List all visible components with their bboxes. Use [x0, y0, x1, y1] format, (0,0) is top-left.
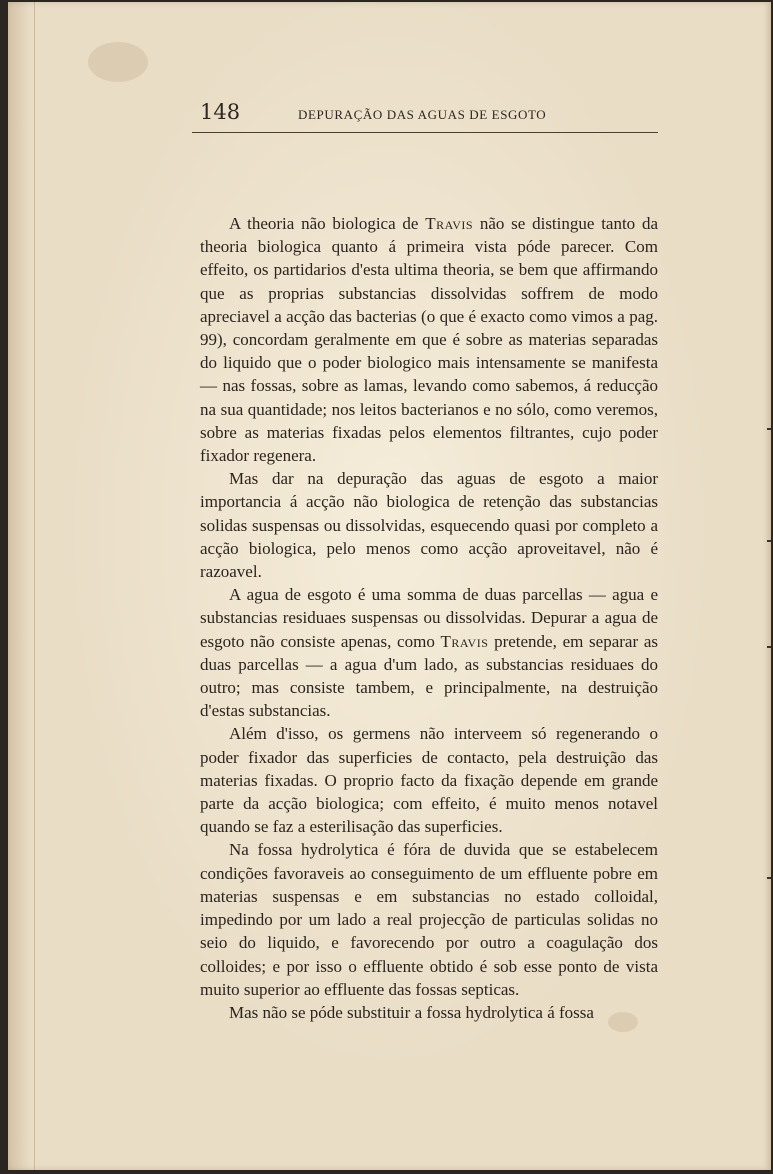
text-span: A theoria não biologica de: [229, 214, 426, 233]
author-name: Travis: [425, 214, 474, 233]
paper-stain: [88, 42, 148, 82]
text-span: não se distingue tanto da theoria biologica quanto á primeira vista póde parecer. Com effeito, os partidarios d'esta ultima theoria, se bem que affirmando que as proprias substancias dissolvidas soffrem de modo apreciavel a acção das bacterias (o que é exacto como vimos a pag. 99), concordam geralmente em que é sobre as materias separadas do liquido que o poder biologico mais intensamente se manifesta — nas fossas, sobre as lamas, levando como sabemos, á reducção na sua quantidade; nos leitos bacterianos e no sólo, como veremos, sobre as materias fixadas pelos elementos filtrantes, cujo poder fixador regenera.: [200, 214, 658, 466]
paragraph: [200, 212, 658, 467]
paragraph: [200, 467, 658, 583]
page-gutter-edge: [34, 2, 35, 1170]
paragraph: [200, 722, 658, 838]
header-rule: [192, 132, 658, 133]
page-number: 148: [200, 100, 241, 124]
paragraph: [200, 1001, 658, 1024]
text-span: Além d'isso, os germens não interveem só regenerando o poder fixador das superficies de contacto, pela destruição das materias fixadas. O proprio facto da fixação depende em grande parte da acção biologica; com effeito, é muito menos notavel quando se faz a esterilisação das superficies.: [200, 724, 658, 837]
paragraph: [200, 583, 658, 722]
text-span: Mas dar na depuração das aguas de esgoto a maior importancia á acção não biologica de retenção das substancias solidas suspensas ou dissolvidas, esquecendo quasi por completo a acção biologica, pelo menos como acção aproveitavel, não é razoavel.: [200, 469, 658, 582]
running-head: DEPURAÇÃO DAS AGUAS DE ESGOTO: [298, 107, 547, 122]
page-edge-mark: [767, 646, 771, 648]
page-edge-mark: [767, 540, 771, 542]
body-text: [200, 212, 658, 1024]
text-span: Mas não se póde substituir a fossa hydrolytica á fossa: [229, 1002, 594, 1022]
text-span: Na fossa hydrolytica é fóra de duvida que se estabelecem condições favoraveis ao conseguimento de um effluente pobre em materias suspensas e em substancias no estado colloidal, impedindo por um lado a real projecção de particulas solidas no seio do liquido, e favorecendo por outro a coagulação dos colloides; e por isso o effluente obtido é sob esse ponto de vista muito superior ao effluente das fossas septicas.: [200, 840, 658, 999]
page-edge-mark: [767, 877, 771, 879]
page-header: [192, 100, 658, 130]
paragraph: [200, 838, 658, 1000]
text-span: pretende, em separar as duas parcellas — a agua d'um lado, as substancias residuaes do outro; mas consiste tambem, e principalmente, na destruição d'estas substancias.: [200, 631, 658, 721]
text-span: A agua de esgoto é uma somma de duas parcellas — agua e substancias residuaes suspensas ou dissolvidas. Depurar a agua de esgoto não consiste apenas, como: [200, 585, 658, 651]
author-name: Travis: [440, 631, 489, 651]
page-edge-mark: [767, 428, 771, 430]
